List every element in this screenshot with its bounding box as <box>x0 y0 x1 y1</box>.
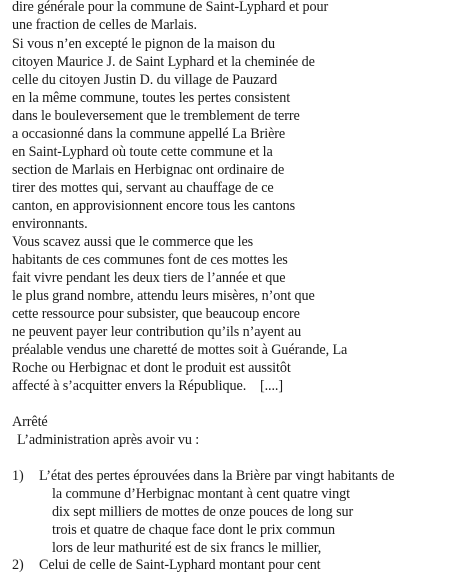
text-line: dans le bouleversement que le tremblement de terre <box>12 108 300 124</box>
list-item-text: trois et quatre de chaque face dont le prix commun <box>52 522 335 538</box>
list-item-text: dix sept milliers de mottes de onze pouces de long sur <box>52 504 354 520</box>
text-line: fait vivre pendant les deux tiers de l’année et que <box>12 270 286 286</box>
list-item-text: la commune d’Herbignac montant à cent quatre vingt <box>52 486 350 502</box>
list-number: 1) <box>12 468 24 484</box>
text-line: Roche ou Herbignac et dont le produit est aussitôt <box>12 360 291 376</box>
text-line: affecté à s’acquitter envers la République. [....] <box>12 378 283 394</box>
text-line: préalable vendus une charetté de mottes soit à Guérande, La <box>12 342 348 358</box>
list-item-text: L’état des pertes éprouvées dans la Brière par vingt habitants de <box>39 468 395 484</box>
section-heading: Arrêté <box>12 414 48 430</box>
text-line: environnants. <box>12 216 88 232</box>
list-number: 2) <box>12 557 24 573</box>
text-line: le plus grand nombre, attendu leurs misères, n’ont que <box>12 288 315 304</box>
text-line: Si vous n’en excepté le pignon de la maison du <box>12 36 275 52</box>
text-line: habitants de ces communes font de ces mottes les <box>12 252 288 268</box>
text-line: cette ressource pour subsister, que beaucoup encore <box>12 306 300 322</box>
text-line: ne peuvent payer leur contribution qu’ils n’ayent au <box>12 324 302 340</box>
list-item-text: lors de leur mathurité est de six francs le millier, <box>52 540 322 556</box>
text-line: a occasionné dans la commune appellé La Brière <box>12 126 286 142</box>
list-item-text: Celui de celle de Saint-Lyphard montant pour cent <box>39 557 321 573</box>
text-line: en Saint-Lyphard où toute cette commune et la <box>12 144 273 160</box>
text-line: citoyen Maurice J. de Saint Lyphard et la cheminée de <box>12 54 315 70</box>
text-line: celle du citoyen Justin D. du village de Pauzard <box>12 72 278 88</box>
text-line: section de Marlais en Herbignac ont ordinaire de <box>12 162 285 178</box>
text-line: dire générale pour la commune de Saint-Lyphard et pour <box>12 0 329 15</box>
text-line: canton, en approvisionnent encore tous les cantons <box>12 198 296 214</box>
text-line: en la même commune, toutes les pertes consistent <box>12 90 291 106</box>
text-line: Vous scavez aussi que le commerce que les <box>12 234 254 250</box>
intro-line: L’administration après avoir vu : <box>17 432 200 448</box>
text-line: tirer des mottes qui, servant au chauffage de ce <box>12 180 274 196</box>
text-line: une fraction de celles de Marlais. <box>12 17 197 33</box>
